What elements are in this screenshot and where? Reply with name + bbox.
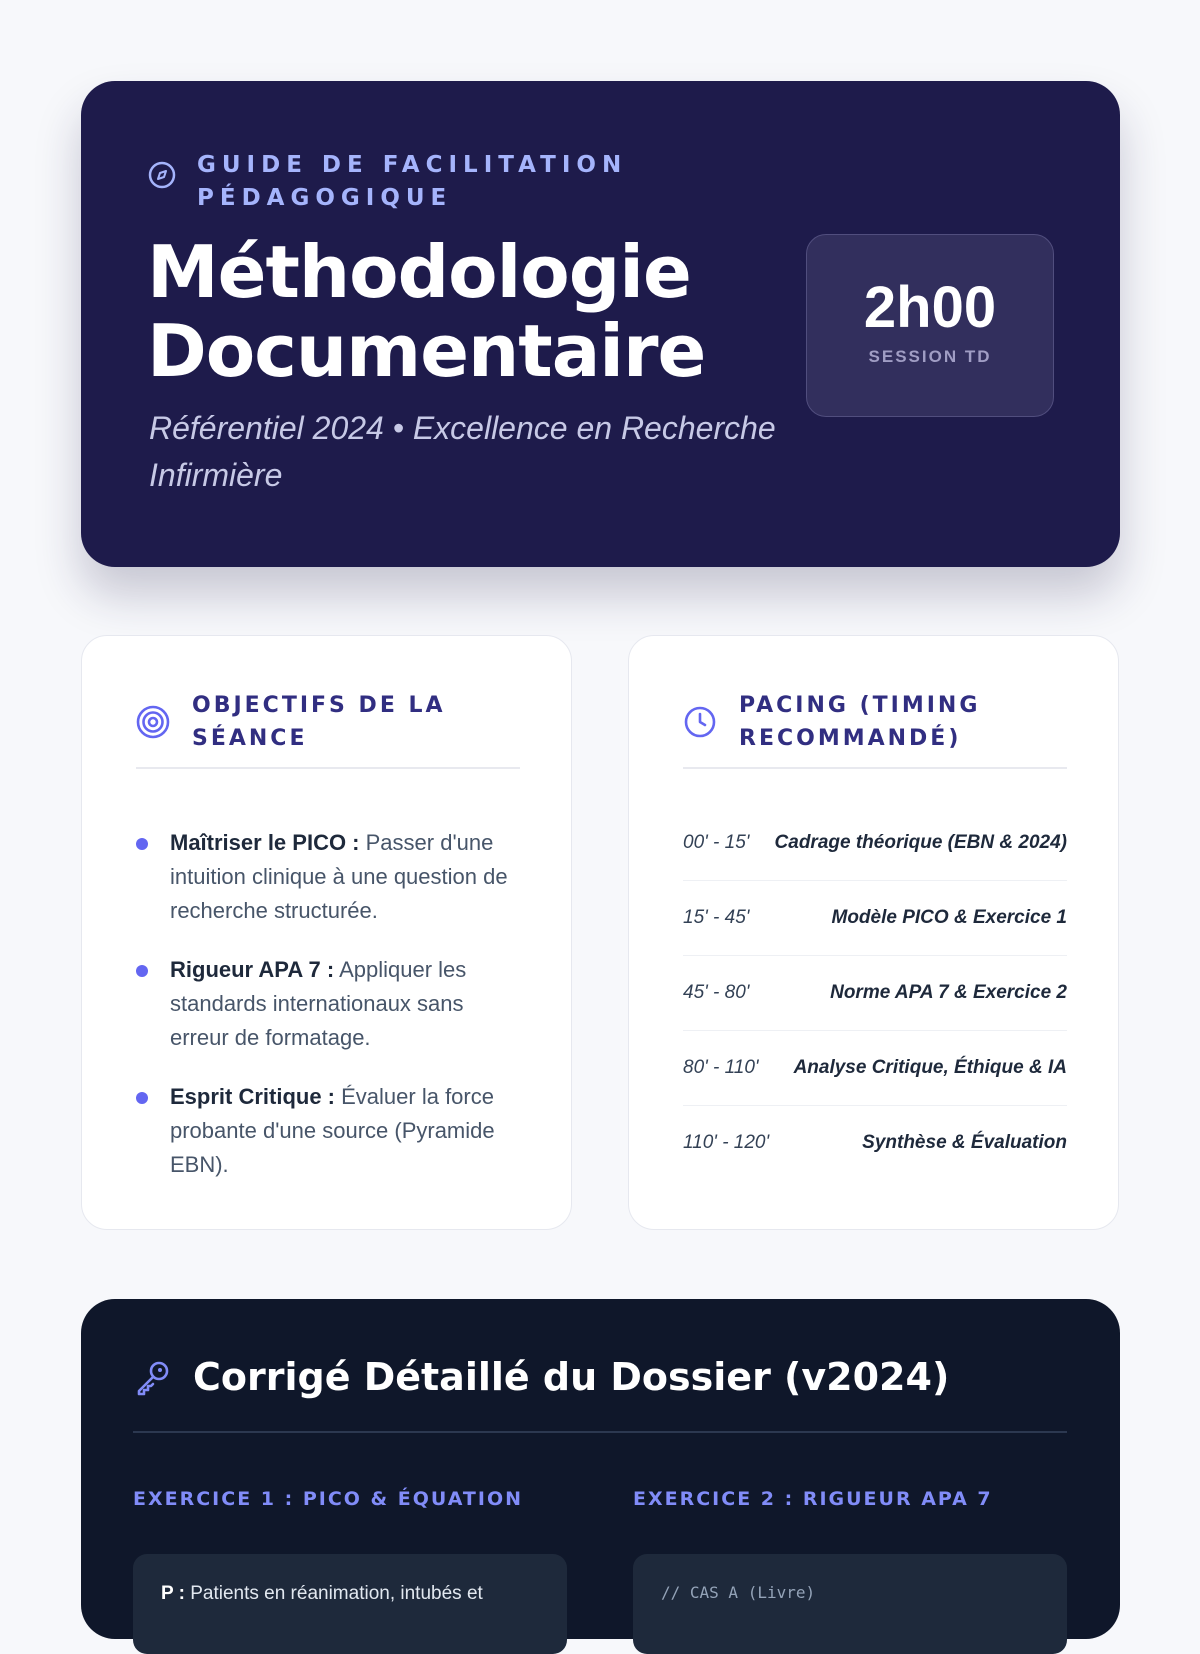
exercise1-line (161, 1583, 483, 1605)
compass-icon (147, 160, 177, 190)
corrige-title: Corrigé Détaillé du Dossier (v2024) (193, 1355, 950, 1399)
page-title-line1: Méthodologie (147, 230, 691, 314)
objective-text: Appliquer les standards internationaux sans erreur de formatage. (170, 957, 467, 1050)
exercise1-label: P : (161, 1583, 185, 1604)
duration-value: 2h00 (863, 275, 997, 340)
objective-label: Rigueur APA 7 : (170, 957, 335, 982)
pacing-row (683, 806, 1067, 881)
pacing-activity: Synthèse & Évaluation (862, 1132, 1067, 1153)
exercise2-box (633, 1554, 1067, 1654)
pacing-row (683, 881, 1067, 956)
objective-text: Évaluer la force probante d'une source (Pyramide EBN). (170, 1084, 495, 1177)
duration-badge (806, 234, 1054, 417)
pacing-activity: Norme APA 7 & Exercice 2 (830, 982, 1067, 1003)
hero-subtitle: Référentiel 2024 • Excellence en Recherche Infirmière (149, 410, 776, 493)
list-item (136, 953, 520, 1055)
objectives-title: OBJECTIFS DE LA SÉANCE (192, 693, 446, 751)
exercise2-code: // CAS A (Livre) (661, 1583, 816, 1602)
clock-icon (683, 705, 717, 739)
pacing-row (683, 956, 1067, 1031)
bullet-dot (136, 838, 148, 850)
pacing-list (683, 806, 1067, 1180)
pacing-row (683, 1031, 1067, 1106)
pacing-time: 45' - 80' (683, 982, 750, 1003)
objective-label: Esprit Critique : (170, 1084, 336, 1109)
pacing-activity: Cadrage théorique (EBN & 2024) (774, 832, 1067, 853)
exercise1-title: EXERCICE 1 : PICO & ÉQUATION (133, 1488, 524, 1510)
objectives-card (81, 635, 572, 1230)
objectives-list (136, 826, 520, 1207)
pacing-time: 15' - 45' (683, 907, 750, 928)
pacing-row (683, 1106, 1067, 1180)
objective-text: Passer d'une intuition clinique à une question de recherche structurée. (170, 830, 508, 923)
page-title-line2: Documentaire (147, 309, 706, 393)
hero-kicker (147, 149, 717, 215)
hero-banner (81, 81, 1120, 567)
pacing-header (683, 689, 1067, 769)
objectives-header (136, 689, 520, 769)
objective-label: Maîtriser le PICO : (170, 830, 360, 855)
exercise1-box (133, 1554, 567, 1654)
duration-label: SESSION TD (868, 347, 992, 366)
key-icon (133, 1357, 173, 1397)
pacing-title: PACING (TIMING RECOMMANDÉ) (739, 693, 981, 751)
corrige-section (81, 1299, 1120, 1639)
pacing-time: 80' - 110' (683, 1057, 759, 1078)
pacing-activity: Modèle PICO & Exercice 1 (831, 907, 1067, 928)
hero-kicker-text: GUIDE DE FACILITATION PÉDAGOGIQUE (197, 152, 628, 211)
pacing-time: 110' - 120' (683, 1132, 770, 1153)
exercise1-text: Patients en réanimation, intubés et (184, 1583, 483, 1604)
pacing-activity: Analyse Critique, Éthique & IA (793, 1057, 1067, 1078)
list-item (136, 1080, 520, 1182)
bullet-dot (136, 965, 148, 977)
pacing-time: 00' - 15' (683, 832, 750, 853)
exercise2-title: EXERCICE 2 : RIGUEUR APA 7 (633, 1488, 993, 1510)
page-title (147, 230, 807, 393)
list-item (136, 826, 520, 928)
target-icon (136, 705, 170, 739)
pacing-card (628, 635, 1119, 1230)
bullet-dot (136, 1092, 148, 1104)
corrige-header (133, 1351, 1067, 1433)
